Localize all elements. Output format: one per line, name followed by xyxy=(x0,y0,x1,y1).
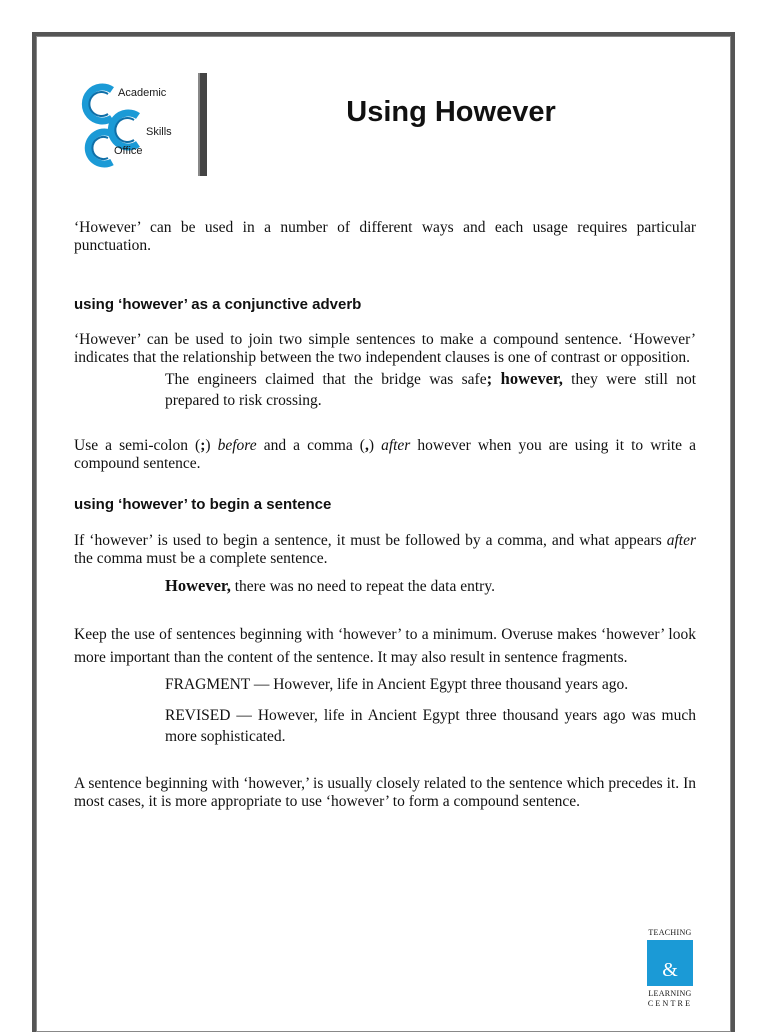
tlc-ampersand-box: & xyxy=(647,940,693,986)
teaching-learning-centre-logo xyxy=(644,928,696,1009)
rule-text-5: however when you are using it to write a compound sentence. xyxy=(74,437,696,472)
header-divider xyxy=(198,73,207,176)
section-heading-conjunctive-adverb: using ‘however’ as a conjunctive adverb xyxy=(74,296,362,313)
example-begin-sentence xyxy=(165,575,696,597)
rule-text-4: ) xyxy=(368,437,382,454)
section-heading-begin-sentence: using ‘however’ to begin a sentence xyxy=(74,496,332,513)
rule-semicolon: ; xyxy=(200,437,206,454)
logo-word-office: Office xyxy=(114,145,143,157)
example-compound-sentence xyxy=(165,368,696,411)
begin-text-1: If ‘however’ is used to begin a sentence, it must be followed by a comma, and what appears xyxy=(74,532,667,549)
rule-before-word: before xyxy=(217,437,257,454)
rule-text-3: and a comma ( xyxy=(256,437,365,454)
example-text-after: they were still not prepared to risk crossing. xyxy=(165,371,696,409)
tlc-teaching-text: TEACHING xyxy=(648,928,692,937)
example-text-before: The engineers claimed that the bridge was safe xyxy=(165,371,487,388)
logo-word-skills: Skills xyxy=(146,126,172,138)
fragment-example: FRAGMENT — However, life in Ancient Egypt three thousand years ago. xyxy=(165,676,629,693)
begin-after-word: after xyxy=(666,532,696,549)
page-title: Using However xyxy=(346,96,556,128)
example2-emphasis: However, xyxy=(165,576,231,595)
begin-text-2: the comma must be a complete sentence. xyxy=(74,550,328,567)
document-body xyxy=(74,219,696,811)
logo-word-academic: Academic xyxy=(118,87,167,99)
tlc-centre-text: CENTRE xyxy=(647,999,693,1008)
rule-after-word: after xyxy=(381,437,411,454)
revised-example: REVISED — However, life in Ancient Egypt three thousand years ago was much more sophisticated. xyxy=(165,707,696,745)
tlc-learning-text: LEARNING xyxy=(648,989,692,998)
overuse-paragraph: Keep the use of sentences beginning with ‘however’ to a minimum. Overuse makes ‘however’ look more important than the content of the sentence. It may also result in sentence fragments. xyxy=(74,626,696,666)
academic-skills-office-logo xyxy=(78,78,190,168)
closing-paragraph: A sentence beginning with ‘however,’ is usually closely related to the sentence which precedes it. In most cases, it is more appropriate to use ‘however’ to form a compound sentence. xyxy=(74,775,696,810)
conjunctive-adverb-paragraph: ‘However’ can be used to join two simple sentences to make a compound sentence. ‘However’ indicates that the relationship between the two independent clauses is one of contrast or opposition. xyxy=(74,331,696,366)
rule-text-2: ) xyxy=(205,437,218,454)
rule-comma: , xyxy=(364,437,369,454)
rule-text-1: Use a semi-colon ( xyxy=(74,437,201,454)
intro-paragraph: ‘However’ can be used in a number of different ways and each usage requires particular punctuation. xyxy=(74,219,696,254)
example-emphasis: ; however, xyxy=(486,369,563,388)
example2-text-after: there was no need to repeat the data entry. xyxy=(230,578,495,595)
begin-sentence-paragraph xyxy=(74,532,696,568)
semicolon-rule-paragraph xyxy=(74,437,696,473)
